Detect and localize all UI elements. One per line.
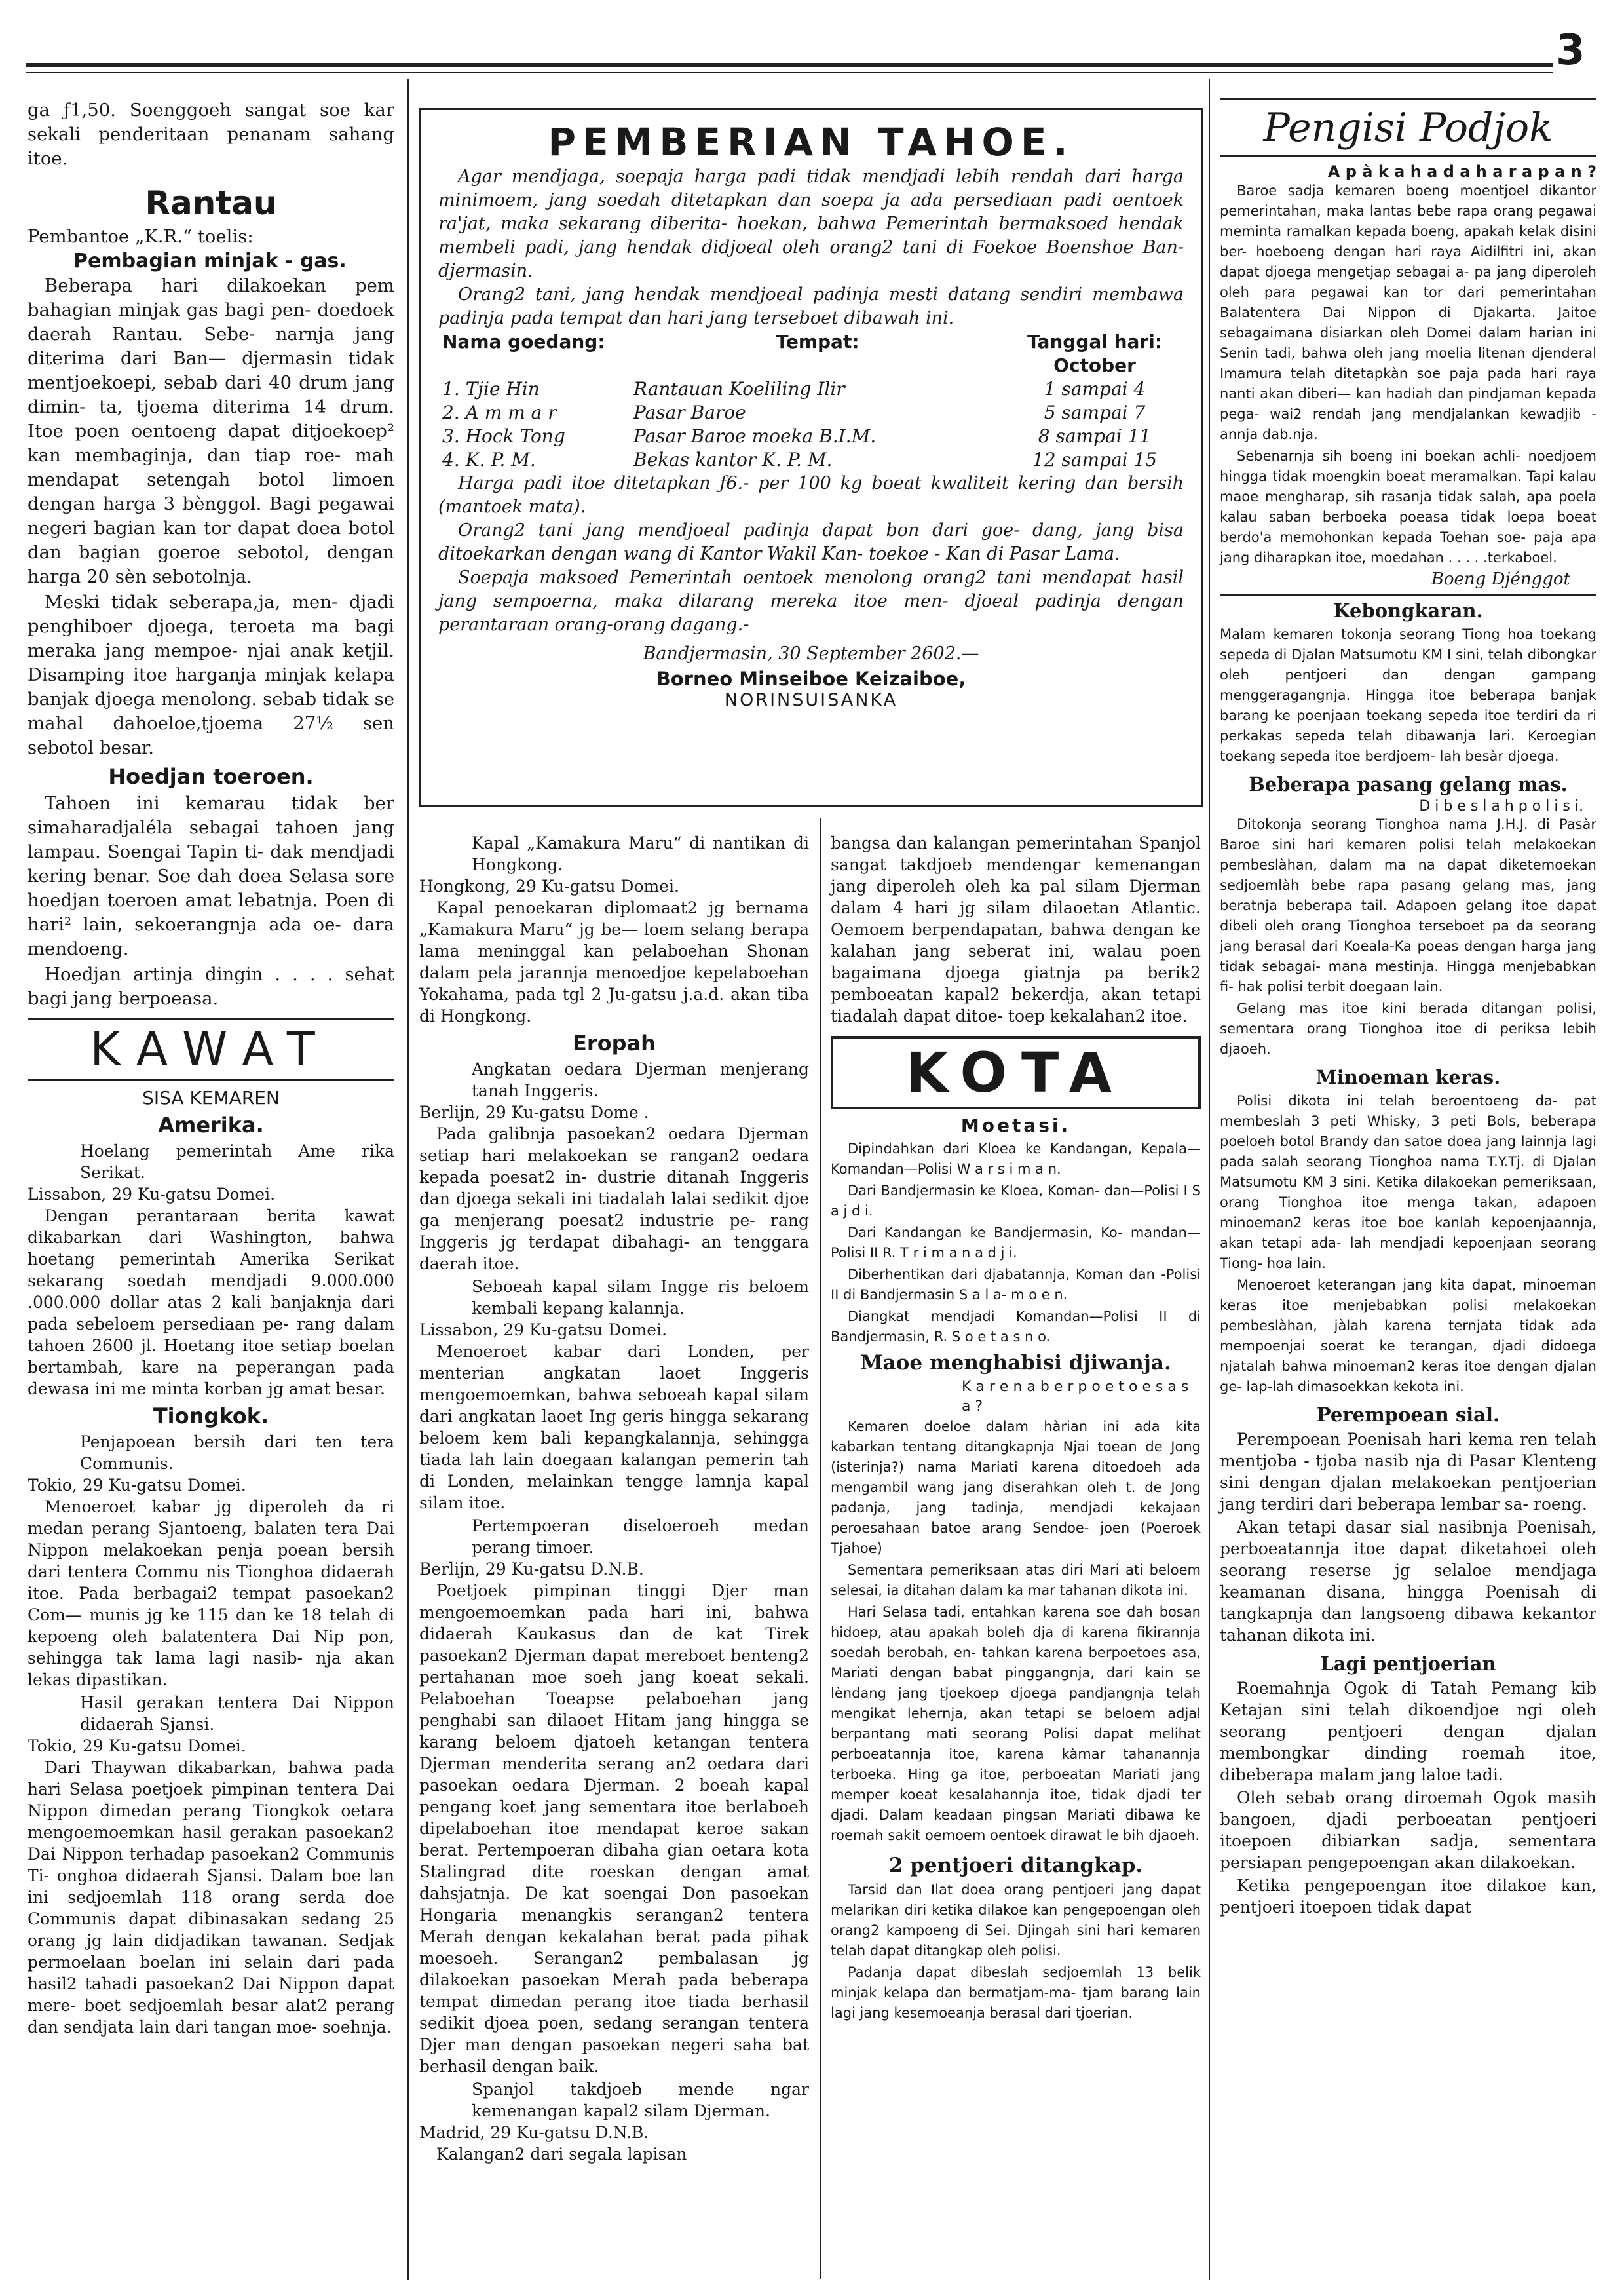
row-no: 3. bbox=[442, 425, 460, 447]
pentjoeri-heading: 2 pentjoeri ditangkap. bbox=[888, 1854, 1143, 1877]
column-divider bbox=[1209, 79, 1210, 2280]
minoeman-heading: Minoeman keras. bbox=[1315, 1066, 1501, 1088]
pentjoeri-paragraph: Padanja dapat dibeslah sedjoemlah 13 belik minjak kelapa dan bermatjam-ma- tjam barang lain lagi jang kesemoeanja berasal dari tjoerian. bbox=[831, 1964, 1201, 2021]
pemberian-title: PEMBERIAN TAHOE. bbox=[548, 120, 1074, 164]
kamakura-body: Kapal penoekaran diplomaat2 jg bernama „Kamakura Maru“ jg be— loem selang berapa lama meninggal kan pelaboehan Shonan dalam pela jarannja menoedjoe kepelaboehan Yokahama, pada tgl 2 Ju-gatsu j.a.d. akan tiba di Hongkong. bbox=[419, 898, 809, 1025]
row-no: 1. bbox=[442, 378, 460, 400]
kamakura-lead: Kapal „Kamakura Maru“ di nantikan di Hongkong. bbox=[472, 833, 809, 874]
schedule-table bbox=[438, 330, 1184, 472]
apa-signature: Boeng Djénggot bbox=[1220, 569, 1596, 596]
pentjoeri-paragraph: Tarsid dan Ilat doea orang pentjoeri jang dapat melarikan diri ketika dilakoe kan pengepoengan oleh orang2 kampoeng di Sei. Djingah sini hari kemaren telah dapat ditangkap oleh polisi. bbox=[831, 1882, 1201, 1959]
tiongkok-body: Menoeroet kabar jg diperoleh da ri medan perang Sjantoeng, balaten tera Dai Nippon melakoekan penja poean bersih dari tentera Commu nis Tionghoa didaerah itoe. Pada berbagai2 tempat pasoekan2 Com— munis jg ke 115 dan ke 18 telah di kepoeng oleh balatentera Dai Nip pon, sehingga tak lama lagi nasib- nja akan lekas dipastikan. bbox=[28, 1497, 394, 1689]
rantau-paragraph: Beberapa hari dilakoekan pem bahagian minjak gas bagi pen- doedoek daerah Rantau. Sebe- narnja jang diterima dari Ban— djermasin tidak mentjoekoepi, sebab dari 40 drum jang dimin- ta, tjoema diterima 14 drum. Itoe poen oentoeng dapat ditjoekoep² kan membaginja, dan tiap roe- mah mendapat setengah botol limoen dengan harga 3 bènggol. Bagi pegawai negeri bagian kan tor dapat doea botol dan bagian goeroe sebotol, dengan harga 20 sèn sebotolnja. bbox=[28, 275, 394, 587]
maoe-heading: Maoe menghabisi djiwanja. bbox=[860, 1351, 1171, 1375]
pengisi-heading: Pengisi Podjok bbox=[1263, 105, 1553, 151]
eropah-heading: Eropah bbox=[573, 1031, 656, 1056]
kota-banner-text: KOTA bbox=[905, 1041, 1126, 1105]
row-tempat: Pasar Baroe bbox=[633, 402, 746, 423]
table-header: Tempat: bbox=[776, 331, 859, 353]
pemberian-paragraph: Agar mendjaga, soepaja harga padi tidak mendjadi lebih rendah dari harga minimoem, jang soedah ditetapkan dan soepa ja ada persediaan padi oentoek ra'jat, maka sekarang diberita- hoekan, bahwa Pemerintah bermaksoed hendak membeli padi, jang hendak didjoeal oleh orang2 tani di Foekoe Boenshoe Ban- djermasin. bbox=[438, 166, 1184, 281]
moetasi-item: Diberhentikan dari djabatannja, Koman dan -Polisi II di Bandjermasin S a l a- m o e n. bbox=[831, 1267, 1201, 1303]
kebongkaran-body: Malam kemaren tokonja seorang Tiong hoa toekang sepeda di Djalan Matsumotu KM I sini, telah dibongkar oleh pentjoeri dan dengan gampang menggeragangnja. Hingga itoe beberapa banjak barang ke poenjaan toekang sepeda itoe terdiri da ri perkakas sepeda telah dibawanja lari. Keroegian toekang sepeda itoe berdjoem- lah besàr djoega. bbox=[1220, 626, 1596, 764]
kawat-banner bbox=[28, 1018, 394, 1081]
timoer-lead: Pertempoeran diseloeroeh medan perang timoer. bbox=[472, 1516, 809, 1557]
sial-paragraph: Akan tetapi dasar sial nasibnja Poenisah, perboeatannja itoe dapat diketahoei oleh seorang reserse jg selaloe mendjaga keamanan disana, hingga Poenisah di tangkapnja dan langsoeng dibawa kekantor tahanan dikota ini. bbox=[1220, 1518, 1596, 1645]
pemberian-paragraph: Soepaja maksoed Pemerintah oentoek menolong orang2 tani mendapat hasil jang sempoerna, maka dilarang mereka itoe men- djoeal padinja dengan perantaraan orang-orang dagang.- bbox=[438, 567, 1184, 635]
spanjol-lead: Spanjol takdjoeb mende ngar kemenangan kapal2 silam Djerman. bbox=[472, 2080, 809, 2120]
column-2 bbox=[419, 832, 809, 2166]
gelang-paragraph: Gelang mas itoe kini berada ditangan polisi, sementara orang Tionghoa itoe di periksa lebih djaoeh. bbox=[1220, 1001, 1596, 1057]
row-tanggal: 5 sampai 7 bbox=[1044, 402, 1146, 423]
row-no: 2. bbox=[442, 402, 460, 423]
intro-text: ga ƒ1,50. Soenggoeh sangat soe kar sekali penderitaan penanam sahang itoe. bbox=[28, 100, 394, 169]
madrid-dateline: Madrid, 29 Ku-gatsu D.N.B. bbox=[419, 2123, 649, 2142]
column-1 bbox=[28, 98, 394, 2039]
rantau-subheading: Pembagian minjak - gas. bbox=[73, 250, 347, 273]
moetasi-item: Dari Bandjermasin ke Kloea, Koman- dan—Polisi I S a j d i. bbox=[831, 1183, 1201, 1219]
minoeman-paragraph: Menoeroet keterangan jang kita dapat, minoeman keras itoe menjebabkan polisi melakoekan pembeslàhan, jàlah karena ternjata tidak ada mempoenjai soerat ke terangan, djadi didoega njatalah bahwa minoeman2 keras itoe dengan djalan ge- lap-lah dimasoekkan kekota ini. bbox=[1220, 1277, 1596, 1394]
gelang-sub: D i b e s l a h p o l i s i. bbox=[1419, 798, 1583, 814]
gelang-paragraph: Ditokonja seorang Tionghoa nama J.H.J. di Pasàr Baroe sini hari kemaren polisi telah melakoekan pembeslàhan, dalam ma na dapat diketemoekan sedjoemlàh bebe rapa pasang gelang mas, jang beratnja beberapa tail. Adapoen gelang itoe dapat dibeli oleh orang Tionghoa terseboet pa da seorang jang berasal dari Koeala-Ka poeas dengan harga jang tidak sebagai- mana mestinja. Hingga menjebabkan fi- hak polisi terbit doegaan lain. bbox=[1220, 816, 1596, 995]
row-tanggal: 12 sampai 15 bbox=[1032, 449, 1158, 470]
sjansi-body: Dari Thaywan dikabarkan, bahwa pada hari Selasa poetjoek pimpinan tentera Dai Nippon dimedan perang Tiongkok oetara mengoemoemkan hasil gerakan pasoekan2 Dai Nippon terhadap pasoekan2 Communis Ti- onghoa didaerah Sjansi. Dalam boe lan ini sedjoemlah 118 orang serda doe Communis dapat dibinasakan sedang 25 orang jg lain didjadikan tawanan. Sedjak permoelaan boelan ini selain dari pada hasil2 tahadi pasoekan2 Dai Nippon dapat mere- boet sedjoemlah besar alat2 perang dan sendjata lain dari tangan moe- soehnja. bbox=[28, 1758, 394, 2037]
row-tempat: Bekas kantor K. P. M. bbox=[633, 449, 833, 470]
moetasi-item: Diangkat mendjadi Komandan—Polisi II di Bandjermasin, R. S o e t a s n o. bbox=[831, 1309, 1201, 1345]
spanjol-continued: bangsa dan kalangan pemerintahan Spanjol sangat takdjoeb mendengar kemenangan jang diperoleh oleh ka pal silam Djerman dalam 4 hari jg silam dilaoetan Atlantic. Oemoem berpendapatan, bahwa dengan ke kalahan jang seberat ini, walau poen bagaimana djoega giatnja pa berik2 pemboeatan kapal2 bekerdja, akan tetapi tiadalah dapat ditoe- toep kekalahan2 itoe. bbox=[831, 833, 1201, 1025]
berlijn-dateline: Berlijn, 29 Ku-gatsu D.N.B. bbox=[419, 1559, 644, 1578]
timoer-body: Poetjoek pimpinan tinggi Djer man mengoemoemkan pada hari ini, bahwa didaerah Kaukasus dan de kat Tirek pasoekan2 Djerman dapat mereboet benteng2 pertahanan moe soeh jang koeat sekali. Pelaboehan Toeapse pelaboehan jang penghabi san dilaoet Hitam jang hingga se karang beloem djatoeh ketangan tentera Djerman menderita serang an2 oedara dari pasoekan oedara Djerman. 2 boeah kapal pengang koet jang sementara itoe berlaboeh dipelaboehan itoe mendapat keroe sakan berat. Pertempoeran dibaha gian oetara kota Stalingrad dite roeskan dengan amat dahsjatnja. De kat soengai Don pasoekan Hongaria menangkis serangan2 tentera Merah dengan kekalahan berat pada pihak moesoeh. Serangan2 pembalasan jg dilakoekan pasoekan Merah pada beberapa tempat dimedan perang itoe tiada berhasil sedikit djoea poen, sedang serangan tentera Djer man dengan pasoekan negeri saha bat berhasil dengan baik. bbox=[419, 1581, 809, 2076]
table-row bbox=[438, 448, 1184, 472]
maoe-paragraph: Hari Selasa tadi, entahkan karena soe dah bosan hidoep, atau apakah boleh dja di karena fikirannja soedah berobah, en- tahkan karena berpoetoes asa, Mariati dengan babat pinggangnja, dari kain se lèndang jang tjoekoep djoega pandjangnja telah mengikat lehernja, akan tetapi se beloem adjal berpantang mati seorang Polisi dapat melihat perboeatannja itoe, karena kàmar tahanannja terboeka. Hing ga itoe, perboeatan Mariati jang memper koeat kesalahannja itoe, tidak djadi ter djadi. Dalam keadaan pingsan Mariati dibawa ke roemah sakit oemoem oentoek dirawat le bih djaoeh. bbox=[831, 1604, 1201, 1843]
apa-paragraph: Baroe sadja kemaren boeng moentjoel dikantor pemerintahan, maka lantas bebe rapa orang pegawai meminta ramalkan kepada boeng, apakah kelak disini ber- hoeboeng dengan hari raya Aidilfitri ini, akan dapat djoega mengetjap sebagai a- pa jang diperoleh oleh para pegawai kan tor dari pemerintahan Balatentera Dai Nippon di Djakarta. Jaitoe sebagaimana disiarkan oleh Domei dalam harian ini Senin tadi, bahwa oleh jang moelia litenan djenderal Imamura telah ditetapkàn soe paja pada hari raya nanti akan diberi— kan hadiah dan pindjaman kepada pega- wai2 rendah jang mendjalankan kewadjib -annja dab.nja. bbox=[1220, 183, 1596, 442]
minoeman-paragraph: Polisi dikota ini telah beroentoeng da- pat membeslah 3 peti Whisky, 3 peti Bols, beberapa poeloeh botol Brandy dan satoe doea jang lainnja lagi pada salah seorang Tionghoa nama T.Y.Tj. di Djalan Matsumotu KM 3 sini. Ketika dilakoekan pemeriksaan, orang Tionghoa itoe menga takan, adapoen minoeman2 keras itoe boe kanlah kepoenjaannja, akan tetapi ada- lah mendjadi kepoenjaan seorang Tiong- hoa lain. bbox=[1220, 1093, 1596, 1271]
rantau-byline: Pembantoe „K.R.“ toelis: bbox=[28, 226, 254, 247]
column-divider bbox=[820, 818, 821, 2279]
tiongkok-dateline: Tokio, 29 Ku-gatsu Domei. bbox=[28, 1476, 246, 1495]
moetasi-heading: Moetasi. bbox=[960, 1115, 1071, 1136]
amerika-dateline: Lissabon, 29 Ku-gatsu Domei. bbox=[28, 1185, 276, 1204]
eropah-lead: Angkatan oedara Djerman menjerang tanah Inggeris. bbox=[472, 1060, 809, 1100]
kawat-sub: SISA KEMAREN bbox=[142, 1087, 280, 1109]
top-rule-thin bbox=[26, 72, 1553, 73]
table-header: Tanggal hari: October bbox=[1027, 331, 1163, 376]
hoedjan-paragraph: Tahoen ini kemarau tidak ber simaharadjaléla sebagai tahoen jang lampau. Soengai Tapin ti- dak mendjadi kering benar. Soe dah doea Selasa sore hoedjan toeroen amat lebatnja. Poen di hari² lain, sekoerangnja ada oe- dara mendoeng. bbox=[28, 793, 394, 959]
row-tanggal: 1 sampai 4 bbox=[1044, 378, 1146, 400]
pemberian-paragraph: Orang2 tani jang mendjoeal padinja dapat bon dari goe- dang, jang bisa ditoekarkan dengan wang di Kantor Wakil Kan- toekoe - Kan di Pasar Lama. bbox=[438, 520, 1184, 564]
maoe-paragraph: Kemaren doeloe dalam hàrian ini ada kita kabarkan tentang ditangkapnja Njai toean de Jong (isterinja?) nama Mariati karena ditoedoeh ada mengambil wang jang diserahkan oleh t. de Jong padanja, jang tadinja, mendjadi kekajaan peroesahaan batoe arang Sendoe- joen (Poeroek Tjahoe) bbox=[831, 1419, 1201, 1556]
apa-heading: A p à k a h a d a h a r a p a n ? bbox=[1327, 163, 1596, 181]
lagi-heading: Lagi pentjoerian bbox=[1320, 1653, 1496, 1675]
tiongkok-lead: Penjapoean bersih dari ten tera Communis. bbox=[80, 1432, 394, 1473]
gelang-heading: Beberapa pasang gelang mas. bbox=[1249, 773, 1568, 795]
kawat-banner-text: KAWAT bbox=[90, 1022, 332, 1076]
top-rule bbox=[26, 63, 1553, 67]
hoedjan-paragraph: Hoedjan artinja dingin . . . . sehat bagi jang berpoeasa. bbox=[28, 964, 394, 1009]
sjansi-dateline: Tokio, 29 Ku-gatsu Domei. bbox=[28, 1736, 246, 1755]
column-3 bbox=[831, 832, 1201, 2025]
moetasi-item: Dipindahkan dari Kloea ke Kandangan, Kepala—Komandan—Polisi W a r s i m a n. bbox=[831, 1141, 1201, 1177]
hoedjan-heading: Hoedjan toeroen. bbox=[108, 764, 314, 789]
amerika-body: Dengan perantaraan berita kawat dikabarkan dari Washington, bahwa hoetang pemerintah Amerika Serikat sekarang soedah mendjadi 9.000.000 .000.000 dollar atas 2 kali banjaknja dari pada sebeloem persediaan pe- rang dalam tahoen 2600 jl. Hoetang itoe setiap boelan bertambah, kare na peperangan pada dewasa ini me minta korban jg amat besar. bbox=[28, 1206, 394, 1398]
maoe-sub: K a r e n a b e r p o e t o e s a s a ? bbox=[962, 1379, 1189, 1415]
pemberian-box bbox=[419, 108, 1203, 807]
maoe-paragraph: Sementara pemeriksaan atas diri Mari ati beloem selesai, ia ditahan dalam ka mar tahanan dikota ini. bbox=[831, 1562, 1201, 1598]
page-number: 3 bbox=[1556, 26, 1585, 75]
row-tempat: Pasar Baroe moeka B.I.M. bbox=[633, 425, 877, 447]
berlijn-dateline: Berlijn, 29 Ku-gatsu Dome . bbox=[419, 1103, 649, 1122]
lagi-paragraph: Oleh sebab orang diroemah Ogok masih bangoen, djadi perboeatan pentjoeri itoepoen dibiarkan sadja, sementara persiapan pengepoengan akan dilakoekan. bbox=[1220, 1788, 1596, 1872]
sial-heading: Perempoean sial. bbox=[1316, 1404, 1500, 1426]
kota-banner bbox=[831, 1036, 1201, 1109]
row-no: 4. bbox=[442, 449, 460, 470]
table-row bbox=[438, 401, 1184, 425]
row-nama: Tjie Hin bbox=[465, 378, 540, 400]
lagi-paragraph: Roemahnja Ogok di Tatah Pemang kib Ketajan sini telah dikoendjoe ngi oleh seorang pentjoeri dengan djalan membongkar dinding roemah itoe, dibeberapa malam jang laloe tadi. bbox=[1220, 1679, 1596, 1784]
row-tempat: Rantauan Koeliling Ilir bbox=[633, 378, 845, 400]
tiongkok-heading: Tiongkok. bbox=[153, 1404, 269, 1428]
table-row bbox=[438, 425, 1184, 448]
sial-paragraph: Perempoean Poenisah hari kema ren telah mentjoba - tjoba nasib nja di Pasar Klenteng sini dengan djalan melakoekan pentjoerian jang terdiri dari beberapa lembar sa- roeng. bbox=[1220, 1430, 1596, 1514]
row-nama: K. P. M. bbox=[465, 449, 536, 470]
lagi-paragraph: Ketika pengepoengan itoe dilakoe kan, pentjoeri itoepoen tidak dapat bbox=[1220, 1876, 1596, 1917]
pemberian-date: Bandjermasin, 30 September 2602.— bbox=[643, 643, 979, 664]
hongkong-dateline: Hongkong, 29 Ku-gatsu Domei. bbox=[419, 877, 679, 896]
amerika-heading: Amerika. bbox=[158, 1113, 264, 1138]
row-tanggal: 8 sampai 11 bbox=[1038, 425, 1152, 447]
column-4 bbox=[1220, 98, 1596, 1919]
pemberian-paragraph: Orang2 tani, jang hendak mendjoeal padinja mesti datang sendiri membawa padinja pada tempat dan hari jang terseboet dibawah ini. bbox=[438, 284, 1184, 328]
sjansi-lead: Hasil gerakan tentera Dai Nippon didaerah Sjansi. bbox=[80, 1693, 394, 1734]
moetasi-item: Dari Kandangan ke Bandjermasin, Ko- mandan—Polisi II R. T r i m a n a d j i. bbox=[831, 1225, 1201, 1261]
price-line: Harga padi itoe ditetapkan ƒ6.- per 100 kg boeat kwaliteit kering dan bersih (mantoek mata). bbox=[438, 473, 1184, 517]
pengisi-banner bbox=[1220, 98, 1596, 157]
row-nama: Hock Tong bbox=[465, 425, 565, 447]
pemberian-signature: Borneo Minseiboe Keizaiboe, bbox=[656, 668, 966, 690]
apa-paragraph: Sebenarnja sih boeng ini boekan achli- noedjoem hingga tidak moengkin boeat meramalkan. Tapi kalau maoe mengharap, sih rasanja tidak salah, apa poela kalau saban berboeka poeasa tidak loepa boeat berdo'a memohonkan kepada Toehan soe- paja apa jang diharapkan itoe, moedahan . . . . .terkaboel. bbox=[1220, 448, 1596, 565]
column-divider bbox=[407, 79, 409, 2280]
kebongkaran-heading: Kebongkaran. bbox=[1333, 600, 1483, 622]
rantau-paragraph: Meski tidak seberapa,ja, men- djadi penghiboer djoega, teroeta ma bagi meraka jang mempoe- njai anak ketjil. Disamping itoe harganja minjak kelapa banjak djoega menolong. sebab tidak se mahal dahoeloe,tjoema 27½ sen sebotol besar. bbox=[28, 592, 394, 758]
kapal-silam-lead: Seboeah kapal silam Ingge ris beloem kembali kepang kalannja. bbox=[472, 1277, 809, 1318]
spanjol-body: Kalangan2 dari segala lapisan bbox=[436, 2145, 687, 2164]
kapal-silam-body: Menoeroet kabar dari Londen, per menterian angkatan laoet Inggeris mengoemoemkan, bahwa seboeah kapal silam dari angkatan laoet Ing geris hingga sekarang beloem kem bali kepangkalannja, sehingga tiada lah lain doegaan kalangan pemerin tah di Londen, melainkan tengge lamnja kapal silam itoe. bbox=[419, 1342, 809, 1512]
eropah-body: Pada galibnja pasoekan2 oedara Djerman setiap hari melakoekan se rangan2 oedara kepada poesat2 in- dustrie ditanah Inggeris dan djoega sekali ini tiadalah lalai sedikit djoe ga menjerang poesat2 industrie pe- rang Inggeris jg terdapat dibahagi- an tenggara daerah itoe. bbox=[419, 1124, 809, 1273]
amerika-lead: Hoelang pemerintah Ame rika Serikat. bbox=[80, 1141, 394, 1182]
table-row bbox=[438, 377, 1184, 401]
row-nama: A m m a r bbox=[465, 402, 557, 423]
lissabon-dateline: Lissabon, 29 Ku-gatsu Domei. bbox=[419, 1320, 668, 1339]
table-header: Nama goedang: bbox=[442, 331, 605, 353]
rantau-heading: Rantau bbox=[145, 184, 277, 222]
pemberian-signature: NORINSUISANKA bbox=[724, 690, 898, 710]
